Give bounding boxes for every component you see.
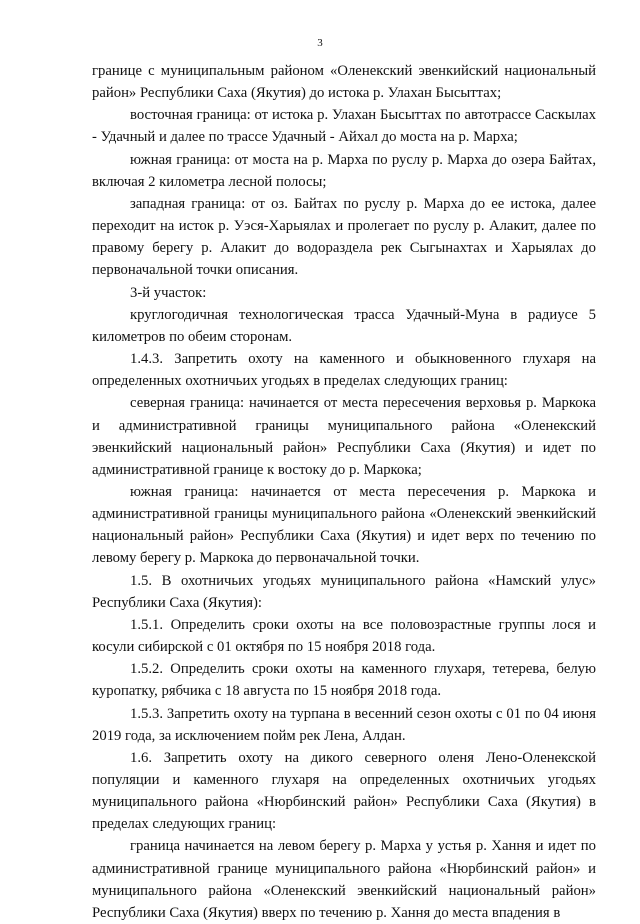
paragraph-1-4-3: 1.4.3. Запретить охоту на каменного и обыкновенного глухаря на определенных охотничьих угодьях в пределах следующих границ: (92, 351, 596, 390)
paragraph-1-6: 1.6. Запретить охоту на дикого северного оленя Лено-Оленекской популяции и каменного глухаря на определенных охотничьих угодьях муниципального района «Нюрбинский район» Республики Саха (Якутия) в пределах следующих границ: (92, 749, 596, 833)
paragraph-western-boundary: западная граница: от оз. Байтах по руслу р. Марха до ее истока, далее переходит на исток р. Уэся-Харыялах и пролегает по руслу р. Алакит, далее по правому берегу р. Алакит до водораздела рек Сыгынахтах и Харыялах до первоначальной точки описания. (92, 195, 596, 279)
paragraph-year-round-route: круглогодичная технологическая трасса Удачный-Муна в радиусе 5 километров по обеим сторонам. (92, 306, 596, 345)
paragraph-boundary-khannya: граница начинается на левом берегу р. Марха у устья р. Хання и идет по административной границе муниципального района «Нюрбинский район» и муниципального района «Оленекский эвенкийский национальный район» Республики Саха (Якутия) вверх по течению р. Хання до места впадения в (92, 838, 596, 921)
paragraph-1-5-1: 1.5.1. Определить сроки охоты на все половозрастные группы лося и косули сибирской с 01 октября по 15 ноября 2018 года. (92, 616, 596, 656)
document-body (92, 60, 596, 924)
paragraph-1-5-2: 1.5.2. Определить сроки охоты на каменного глухаря, тетерева, белую куропатку, рябчика с 18 августа по 15 ноября 2018 года. (92, 661, 596, 700)
page-number: 3 (317, 37, 323, 49)
paragraph-1-5-3: 1.5.3. Запретить охоту на турпана в весенний сезон охоты с 01 по 04 июня 2019 года, за исключением пойм рек Лена, Алдан. (92, 705, 596, 744)
paragraph-continued-boundary: границе с муниципальным районом «Оленекский эвенкийский национальный район» Республики Саха (Якутия) до истока р. Улахан Бысыттах; (92, 63, 596, 102)
paragraph-southern-boundary-markoka: южная граница: начинается от места пересечения р. Маркока и административной границы муниципального района «Оленекский эвенкийский национальный район» Республики Саха (Якутия) и идет верх по течению по левому берегу р. Маркока до первоначальной точки. (92, 483, 596, 567)
paragraph-section-3: 3-й участок: (130, 284, 207, 301)
paragraph-eastern-boundary: восточная граница: от истока р. Улахан Бысыттах по автотрассе Саскылах - Удачный и далее по трассе Удачный - Айхал до моста на р. Марха; (92, 107, 596, 146)
paragraph-southern-boundary: южная граница: от моста на р. Марха по руслу р. Марха до озера Байтах, включая 2 километра лесной полосы; (92, 151, 596, 190)
paragraph-northern-boundary: северная граница: начинается от места пересечения верховья р. Маркока и административной границы муниципального района «Оленекский эвенкийский национальный район» Республики Саха (Якутия) и идет по административной границе к востоку до р. Маркока; (92, 395, 596, 478)
paragraph-1-5: 1.5. В охотничьих угодьях муниципального района «Намский улус» Республики Саха (Якутия): (92, 572, 596, 611)
